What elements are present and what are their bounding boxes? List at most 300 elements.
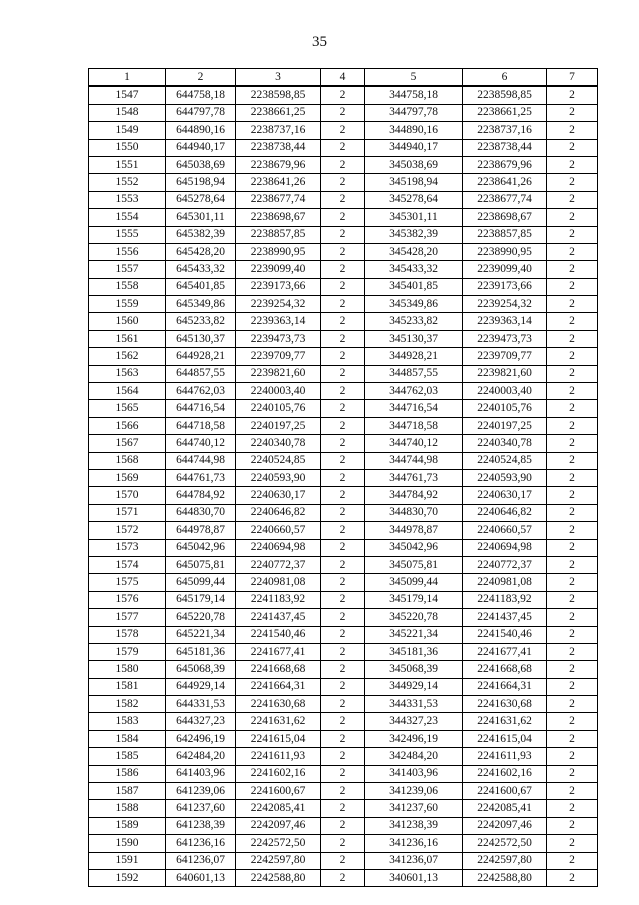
table-cell-col-2: 644331,53	[166, 696, 236, 713]
table-cell-col-1: 1579	[89, 643, 166, 660]
table-cell-col-1: 1580	[89, 661, 166, 678]
table-cell-col-2: 644978,87	[166, 522, 236, 539]
table-cell-col-4: 2	[321, 278, 365, 295]
table-cell-col-1: 1586	[89, 765, 166, 782]
table-cell-col-6: 2241664,31	[463, 678, 547, 695]
table-cell-col-3: 2241631,62	[236, 713, 321, 730]
table-cell-col-6: 2240593,90	[463, 469, 547, 486]
table-cell-col-5: 340601,13	[365, 869, 463, 886]
table-cell-col-2: 641238,39	[166, 817, 236, 834]
table-cell-col-4: 2	[321, 400, 365, 417]
table-cell-col-1: 1563	[89, 365, 166, 382]
table-cell-col-5: 344929,14	[365, 678, 463, 695]
table-cell-col-6: 2241602,16	[463, 765, 547, 782]
table-row	[89, 86, 598, 104]
table-cell-col-1: 1564	[89, 383, 166, 400]
table-cell-col-5: 344331,53	[365, 696, 463, 713]
table-cell-col-3: 2240772,37	[236, 556, 321, 573]
table-cell-col-2: 642484,20	[166, 748, 236, 765]
table-cell-col-2: 645401,85	[166, 278, 236, 295]
table-cell-col-2: 644761,73	[166, 469, 236, 486]
table-cell-col-6: 2239821,60	[463, 365, 547, 382]
table-cell-col-5: 345233,82	[365, 313, 463, 330]
table-cell-col-6: 2241677,41	[463, 643, 547, 660]
column-header-2: 2	[166, 69, 236, 87]
table-cell-col-2: 645038,69	[166, 156, 236, 173]
table-cell-col-6: 2241631,62	[463, 713, 547, 730]
table-cell-col-6: 2239709,77	[463, 348, 547, 365]
table-cell-col-7: 2	[547, 174, 598, 191]
table-row	[89, 330, 598, 347]
table-body	[89, 86, 598, 886]
table-cell-col-6: 2240694,98	[463, 539, 547, 556]
table-row	[89, 365, 598, 382]
table-cell-col-6: 2240772,37	[463, 556, 547, 573]
table-cell-col-4: 2	[321, 469, 365, 486]
table-cell-col-5: 345401,85	[365, 278, 463, 295]
table-cell-col-3: 2241615,04	[236, 730, 321, 747]
table-cell-col-2: 645382,39	[166, 226, 236, 243]
table-cell-col-7: 2	[547, 226, 598, 243]
table-row	[89, 869, 598, 886]
table-cell-col-5: 344716,54	[365, 400, 463, 417]
table-row	[89, 748, 598, 765]
table-row	[89, 852, 598, 869]
table-cell-col-5: 345428,20	[365, 243, 463, 260]
table-cell-col-5: 344740,12	[365, 435, 463, 452]
table-cell-col-6: 2241630,68	[463, 696, 547, 713]
table-cell-col-5: 345179,14	[365, 591, 463, 608]
table-cell-col-7: 2	[547, 869, 598, 886]
table-cell-col-6: 2241437,45	[463, 609, 547, 626]
table-cell-col-3: 2241664,31	[236, 678, 321, 695]
table-cell-col-3: 2240694,98	[236, 539, 321, 556]
table-cell-col-3: 2240340,78	[236, 435, 321, 452]
table-cell-col-7: 2	[547, 522, 598, 539]
table-cell-col-3: 2240646,82	[236, 504, 321, 521]
table-cell-col-4: 2	[321, 713, 365, 730]
table-cell-col-3: 2238857,85	[236, 226, 321, 243]
table-cell-col-4: 2	[321, 678, 365, 695]
column-header-3: 3	[236, 69, 321, 87]
table-cell-col-4: 2	[321, 296, 365, 313]
table-cell-col-4: 2	[321, 330, 365, 347]
table-cell-col-7: 2	[547, 104, 598, 121]
table-cell-col-7: 2	[547, 156, 598, 173]
table-cell-col-5: 345433,32	[365, 261, 463, 278]
table-row	[89, 383, 598, 400]
table-cell-col-5: 341236,07	[365, 852, 463, 869]
table-cell-col-3: 2241602,16	[236, 765, 321, 782]
table-row	[89, 122, 598, 139]
table-cell-col-2: 645068,39	[166, 661, 236, 678]
table-cell-col-4: 2	[321, 504, 365, 521]
table-cell-col-1: 1565	[89, 400, 166, 417]
table-cell-col-3: 2240003,40	[236, 383, 321, 400]
table-cell-col-5: 345220,78	[365, 609, 463, 626]
table-cell-col-2: 644758,18	[166, 86, 236, 104]
page-number: 35	[312, 34, 327, 50]
column-header-4: 4	[321, 69, 365, 87]
table-cell-col-7: 2	[547, 835, 598, 852]
table-cell-col-1: 1573	[89, 539, 166, 556]
table-cell-col-7: 2	[547, 435, 598, 452]
table-cell-col-2: 641236,07	[166, 852, 236, 869]
table-cell-col-2: 644890,16	[166, 122, 236, 139]
table-cell-col-1: 1583	[89, 713, 166, 730]
table-row	[89, 452, 598, 469]
table-row	[89, 783, 598, 800]
table-cell-col-3: 2242097,46	[236, 817, 321, 834]
table-cell-col-1: 1590	[89, 835, 166, 852]
table-cell-col-5: 344758,18	[365, 86, 463, 104]
table-cell-col-3: 2238641,26	[236, 174, 321, 191]
table-cell-col-5: 344978,87	[365, 522, 463, 539]
table-cell-col-1: 1570	[89, 487, 166, 504]
table-cell-col-4: 2	[321, 313, 365, 330]
table-cell-col-2: 644857,55	[166, 365, 236, 382]
table-cell-col-7: 2	[547, 191, 598, 208]
table-cell-col-3: 2240593,90	[236, 469, 321, 486]
table-cell-col-1: 1567	[89, 435, 166, 452]
table-cell-col-2: 644718,58	[166, 417, 236, 434]
table-cell-col-1: 1571	[89, 504, 166, 521]
table-cell-col-2: 641236,16	[166, 835, 236, 852]
table-cell-col-6: 2240646,82	[463, 504, 547, 521]
table-cell-col-6: 2238698,67	[463, 209, 547, 226]
table-row	[89, 313, 598, 330]
table-row	[89, 817, 598, 834]
table-cell-col-7: 2	[547, 730, 598, 747]
table-cell-col-4: 2	[321, 835, 365, 852]
table-header	[89, 69, 598, 87]
table-cell-col-1: 1585	[89, 748, 166, 765]
table-cell-col-3: 2242597,80	[236, 852, 321, 869]
table-cell-col-1: 1569	[89, 469, 166, 486]
table-cell-col-4: 2	[321, 417, 365, 434]
table-cell-col-3: 2240105,76	[236, 400, 321, 417]
table-cell-col-7: 2	[547, 487, 598, 504]
table-cell-col-7: 2	[547, 209, 598, 226]
table-cell-col-1: 1566	[89, 417, 166, 434]
table-row	[89, 539, 598, 556]
table-cell-col-4: 2	[321, 696, 365, 713]
table-cell-col-4: 2	[321, 174, 365, 191]
table-cell-col-5: 345042,96	[365, 539, 463, 556]
table-cell-col-7: 2	[547, 278, 598, 295]
table-cell-col-6: 2242097,46	[463, 817, 547, 834]
table-cell-col-3: 2240524,85	[236, 452, 321, 469]
table-cell-col-2: 645179,14	[166, 591, 236, 608]
table-row	[89, 713, 598, 730]
table-cell-col-1: 1559	[89, 296, 166, 313]
table-row	[89, 556, 598, 573]
table-cell-col-7: 2	[547, 348, 598, 365]
table-cell-col-2: 645278,64	[166, 191, 236, 208]
table-row	[89, 226, 598, 243]
table-cell-col-4: 2	[321, 783, 365, 800]
table-cell-col-2: 641237,60	[166, 800, 236, 817]
table-row	[89, 348, 598, 365]
table-cell-col-6: 2238738,44	[463, 139, 547, 156]
table-cell-col-3: 2241611,93	[236, 748, 321, 765]
table-cell-col-7: 2	[547, 678, 598, 695]
table-cell-col-7: 2	[547, 696, 598, 713]
table-row	[89, 643, 598, 660]
table-cell-col-4: 2	[321, 852, 365, 869]
column-header-6: 6	[463, 69, 547, 87]
table-cell-col-1: 1578	[89, 626, 166, 643]
table-cell-col-4: 2	[321, 191, 365, 208]
table-row	[89, 678, 598, 695]
table-cell-col-7: 2	[547, 574, 598, 591]
table-cell-col-5: 342496,19	[365, 730, 463, 747]
table-cell-col-3: 2238677,74	[236, 191, 321, 208]
table-cell-col-4: 2	[321, 348, 365, 365]
table-cell-col-2: 645233,82	[166, 313, 236, 330]
table-cell-col-3: 2241630,68	[236, 696, 321, 713]
table-cell-col-7: 2	[547, 383, 598, 400]
table-cell-col-6: 2238641,26	[463, 174, 547, 191]
table-cell-col-2: 644830,70	[166, 504, 236, 521]
table-cell-col-1: 1587	[89, 783, 166, 800]
table-cell-col-5: 345075,81	[365, 556, 463, 573]
table-cell-col-5: 341237,60	[365, 800, 463, 817]
table-cell-col-3: 2242085,41	[236, 800, 321, 817]
table-cell-col-1: 1584	[89, 730, 166, 747]
table-cell-col-4: 2	[321, 261, 365, 278]
table-cell-col-2: 645181,36	[166, 643, 236, 660]
table-cell-col-7: 2	[547, 86, 598, 104]
table-cell-col-5: 344928,21	[365, 348, 463, 365]
table-cell-col-2: 645428,20	[166, 243, 236, 260]
table-cell-col-5: 345181,36	[365, 643, 463, 660]
table-cell-col-5: 344327,23	[365, 713, 463, 730]
table-cell-col-5: 341236,16	[365, 835, 463, 852]
table-cell-col-4: 2	[321, 522, 365, 539]
table-cell-col-5: 345382,39	[365, 226, 463, 243]
table-row	[89, 696, 598, 713]
table-cell-col-3: 2241600,67	[236, 783, 321, 800]
table-cell-col-3: 2240660,57	[236, 522, 321, 539]
table-cell-col-6: 2238679,96	[463, 156, 547, 173]
table-cell-col-7: 2	[547, 539, 598, 556]
table-cell-col-5: 345301,11	[365, 209, 463, 226]
table-cell-col-5: 344744,98	[365, 452, 463, 469]
table-cell-col-7: 2	[547, 591, 598, 608]
table-cell-col-6: 2238857,85	[463, 226, 547, 243]
table-row	[89, 626, 598, 643]
table-cell-col-4: 2	[321, 817, 365, 834]
table-cell-col-6: 2241611,93	[463, 748, 547, 765]
table-cell-col-2: 640601,13	[166, 869, 236, 886]
table-cell-col-2: 645301,11	[166, 209, 236, 226]
table-cell-col-4: 2	[321, 661, 365, 678]
table-row	[89, 104, 598, 121]
table-cell-col-1: 1557	[89, 261, 166, 278]
table-row	[89, 400, 598, 417]
table-cell-col-7: 2	[547, 609, 598, 626]
table-cell-col-5: 344857,55	[365, 365, 463, 382]
table-cell-col-6: 2241600,67	[463, 783, 547, 800]
table-row	[89, 661, 598, 678]
table-cell-col-7: 2	[547, 504, 598, 521]
table-cell-col-6: 2241668,68	[463, 661, 547, 678]
table-cell-col-4: 2	[321, 226, 365, 243]
table-cell-col-1: 1562	[89, 348, 166, 365]
table-cell-col-3: 2241540,46	[236, 626, 321, 643]
table-row	[89, 730, 598, 747]
table-cell-col-5: 345349,86	[365, 296, 463, 313]
table-row	[89, 835, 598, 852]
table-row	[89, 487, 598, 504]
table-row	[89, 609, 598, 626]
table-cell-col-7: 2	[547, 122, 598, 139]
table-cell-col-4: 2	[321, 156, 365, 173]
table-cell-col-3: 2239099,40	[236, 261, 321, 278]
table-cell-col-7: 2	[547, 365, 598, 382]
table-cell-col-7: 2	[547, 713, 598, 730]
table-cell-col-7: 2	[547, 748, 598, 765]
table-cell-col-4: 2	[321, 765, 365, 782]
table-cell-col-5: 344797,78	[365, 104, 463, 121]
table-cell-col-7: 2	[547, 313, 598, 330]
table-row	[89, 417, 598, 434]
table-cell-col-1: 1553	[89, 191, 166, 208]
table-cell-col-1: 1547	[89, 86, 166, 104]
table-cell-col-3: 2242588,80	[236, 869, 321, 886]
table-cell-col-1: 1572	[89, 522, 166, 539]
table-cell-col-3: 2238738,44	[236, 139, 321, 156]
table-cell-col-3: 2241668,68	[236, 661, 321, 678]
table-cell-col-7: 2	[547, 296, 598, 313]
table-row	[89, 174, 598, 191]
table-cell-col-2: 645198,94	[166, 174, 236, 191]
table-cell-col-7: 2	[547, 452, 598, 469]
table-cell-col-6: 2242588,80	[463, 869, 547, 886]
table-cell-col-3: 2239254,32	[236, 296, 321, 313]
table-cell-col-7: 2	[547, 800, 598, 817]
table-cell-col-1: 1576	[89, 591, 166, 608]
table-cell-col-6: 2241615,04	[463, 730, 547, 747]
table-cell-col-4: 2	[321, 435, 365, 452]
table-cell-col-3: 2241437,45	[236, 609, 321, 626]
table-cell-col-4: 2	[321, 626, 365, 643]
table-cell-col-3: 2239473,73	[236, 330, 321, 347]
table-cell-col-2: 644716,54	[166, 400, 236, 417]
table-cell-col-1: 1558	[89, 278, 166, 295]
table-row	[89, 522, 598, 539]
table-cell-col-4: 2	[321, 574, 365, 591]
table-cell-col-2: 644784,92	[166, 487, 236, 504]
table-cell-col-5: 344890,16	[365, 122, 463, 139]
table-cell-col-1: 1552	[89, 174, 166, 191]
table-row	[89, 800, 598, 817]
table-cell-col-2: 642496,19	[166, 730, 236, 747]
table-cell-col-1: 1592	[89, 869, 166, 886]
table-cell-col-6: 2241183,92	[463, 591, 547, 608]
table-cell-col-4: 2	[321, 122, 365, 139]
table-cell-col-3: 2240197,25	[236, 417, 321, 434]
table-cell-col-4: 2	[321, 869, 365, 886]
table-cell-col-6: 2240981,08	[463, 574, 547, 591]
table-cell-col-2: 644940,17	[166, 139, 236, 156]
table-cell-col-3: 2239821,60	[236, 365, 321, 382]
table-cell-col-1: 1548	[89, 104, 166, 121]
table-cell-col-1: 1551	[89, 156, 166, 173]
table-cell-col-4: 2	[321, 365, 365, 382]
table-cell-col-1: 1591	[89, 852, 166, 869]
table-cell-col-7: 2	[547, 469, 598, 486]
table-cell-col-7: 2	[547, 643, 598, 660]
column-header-5: 5	[365, 69, 463, 87]
table-cell-col-7: 2	[547, 783, 598, 800]
table-cell-col-4: 2	[321, 452, 365, 469]
table-cell-col-2: 644929,14	[166, 678, 236, 695]
table-row	[89, 209, 598, 226]
table-cell-col-6: 2240660,57	[463, 522, 547, 539]
table-cell-col-3: 2240630,17	[236, 487, 321, 504]
table-cell-col-5: 345278,64	[365, 191, 463, 208]
table-cell-col-2: 645221,34	[166, 626, 236, 643]
table-cell-col-2: 644744,98	[166, 452, 236, 469]
table-cell-col-4: 2	[321, 609, 365, 626]
coordinates-table	[88, 68, 598, 887]
table-cell-col-4: 2	[321, 730, 365, 747]
table-cell-col-4: 2	[321, 591, 365, 608]
table-cell-col-6: 2240340,78	[463, 435, 547, 452]
table-cell-col-7: 2	[547, 417, 598, 434]
table-cell-col-7: 2	[547, 626, 598, 643]
table-cell-col-2: 644740,12	[166, 435, 236, 452]
table-row	[89, 435, 598, 452]
table-cell-col-6: 2242572,50	[463, 835, 547, 852]
table-row	[89, 261, 598, 278]
table-cell-col-3: 2238990,95	[236, 243, 321, 260]
table-cell-col-6: 2240105,76	[463, 400, 547, 417]
table-cell-col-6: 2241540,46	[463, 626, 547, 643]
table-cell-col-7: 2	[547, 330, 598, 347]
table-cell-col-6: 2238990,95	[463, 243, 547, 260]
table-cell-col-3: 2240981,08	[236, 574, 321, 591]
table-cell-col-7: 2	[547, 243, 598, 260]
table-cell-col-6: 2238598,85	[463, 86, 547, 104]
table-cell-col-1: 1589	[89, 817, 166, 834]
table-cell-col-6: 2240630,17	[463, 487, 547, 504]
table-cell-col-7: 2	[547, 661, 598, 678]
table-cell-col-7: 2	[547, 852, 598, 869]
table-cell-col-2: 644762,03	[166, 383, 236, 400]
table-cell-col-7: 2	[547, 261, 598, 278]
table-cell-col-6: 2240197,25	[463, 417, 547, 434]
table-cell-col-3: 2241677,41	[236, 643, 321, 660]
table-cell-col-1: 1556	[89, 243, 166, 260]
table-row	[89, 574, 598, 591]
table-cell-col-3: 2239363,14	[236, 313, 321, 330]
table-cell-col-6: 2239363,14	[463, 313, 547, 330]
table-cell-col-5: 341238,39	[365, 817, 463, 834]
table-cell-col-1: 1555	[89, 226, 166, 243]
table-row	[89, 469, 598, 486]
table-cell-col-2: 645075,81	[166, 556, 236, 573]
table-cell-col-4: 2	[321, 539, 365, 556]
table-cell-col-5: 341239,06	[365, 783, 463, 800]
table-cell-col-2: 644797,78	[166, 104, 236, 121]
table-cell-col-1: 1560	[89, 313, 166, 330]
table-cell-col-5: 344784,92	[365, 487, 463, 504]
table-cell-col-5: 345221,34	[365, 626, 463, 643]
table-cell-col-3: 2239709,77	[236, 348, 321, 365]
